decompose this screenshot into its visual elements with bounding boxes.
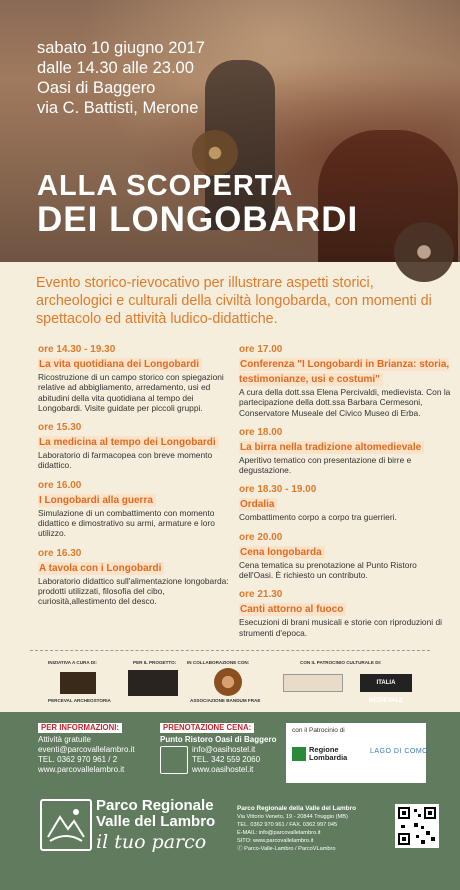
program-time: ore 17.00 — [239, 344, 283, 355]
event-venue: Oasi di Baggero — [37, 79, 156, 97]
facebook-icon: ⓕ — [237, 846, 243, 852]
program-desc: Ricostruzione di un campo storico con spiegazioni relative ad abbigliamento, arredamento, usi ed abitudini della vita quotidiana al tempo dei Longobardi. Visite guidate per piccoli gruppi. — [38, 372, 224, 413]
patronage-box — [286, 723, 429, 783]
program-desc: Esecuzioni di brani musicali e storie con riproduzioni di strumenti d'epoca. — [239, 617, 442, 638]
booking-header: PRENOTAZIONE CENA: — [160, 723, 254, 733]
project-logo-icon — [128, 670, 178, 696]
program-title: Canti attorno al fuoco — [239, 603, 346, 616]
address-email[interactable]: E-MAIL: info@parcovallelambro.it — [237, 830, 321, 836]
program-time: ore 15.30 — [38, 422, 82, 434]
program-left-column — [38, 344, 234, 616]
park-address — [237, 805, 356, 853]
partner-label-project: PER IL PROGETTO: — [133, 660, 177, 665]
program-title: La medicina al tempo dei Longobardi — [38, 436, 219, 449]
program-time: ore 18.30 - 19.00 — [239, 484, 317, 496]
program-desc: Cena tematica su prenotazione al Punto Ristoro dell'Oasi. È richiesto un contributo. — [239, 559, 417, 581]
program-desc: Simulazione di un combattimento con momento didattico e dimostrativo su armi, armature e loro utilizzo. — [38, 507, 215, 539]
event-street: via C. Battisti, Merone — [37, 99, 199, 117]
program-title: La vita quotidiana dei Longobardi — [38, 358, 202, 371]
round-shield-icon — [394, 222, 454, 282]
partners-strip — [0, 656, 460, 708]
event-hours: dalle 14.30 alle 23.00 — [37, 59, 194, 77]
hero-banner — [0, 0, 460, 262]
booking-website[interactable]: www.oasihostel.it — [192, 765, 254, 774]
info-website[interactable]: www.parcovallelambro.it — [38, 765, 125, 774]
program-time: ore 20.00 — [239, 531, 283, 543]
program-desc: A cura della dott.ssa Elena Percivaldi, medievista. Con la partecipazione della dott.ssa Barbara Cermesoni, Conservatore Museale del Civico Museo di Erba. — [239, 387, 451, 418]
address-phone: TEL. 0362 970 961 / FAX. 0362 997 045 — [237, 822, 338, 828]
info-box — [38, 723, 135, 775]
park-logo-icon — [40, 799, 92, 851]
social-handles: Parco-Valle-Lambro / ParcoVLambro — [244, 846, 336, 852]
partner-label-collab: IN COLLABORAZIONE CON: — [187, 660, 250, 665]
program-title: A tavola con i Longobardi — [38, 562, 164, 575]
program-item — [239, 532, 451, 581]
patronage-logo-icon — [283, 674, 343, 692]
program-item — [38, 480, 234, 539]
program-item — [38, 422, 234, 471]
oasi-logo-icon — [160, 746, 188, 774]
event-date: sabato 10 giugno 2017 — [37, 39, 205, 57]
booking-email[interactable]: info@oasihostel.it — [192, 745, 256, 754]
program-item — [38, 548, 234, 607]
perceval-caption: PERCEVAL ARCHEOSTORIA — [48, 698, 111, 703]
program-title: La birra nella tradizione altomedievale — [239, 441, 424, 454]
address-website[interactable]: SITO: www.parcovallelambro.it — [237, 838, 314, 844]
program-item — [239, 344, 451, 418]
intro-text: Evento storico-rievocativo per illustrare aspetti storici, archeologici e culturali della civiltà longobarda, con momenti di spettacolo ed attività ludico-didattiche. — [36, 275, 432, 327]
address-social[interactable] — [237, 845, 356, 853]
section-divider — [30, 650, 430, 651]
program-time: ore 18.00 — [239, 426, 283, 438]
italia-medievale-logo: ITALIA MEDIEVALE — [360, 674, 412, 692]
lago-di-como-logo: LAGO DI COMO — [370, 748, 429, 755]
regione-lombardia-logo: Regione Lombardia — [309, 745, 348, 762]
program-time: ore 16.30 — [38, 547, 82, 559]
info-line: Attività gratuite — [38, 735, 91, 744]
bandum-frae-logo-icon — [214, 668, 242, 696]
perceval-logo-icon — [60, 672, 96, 694]
info-email[interactable]: eventi@parcovallelambro.it — [38, 745, 135, 754]
program-desc: Aperitivo tematico con presentazione di birre e degustazione. — [239, 454, 412, 476]
title-line-2: DEI LONGOBARDI — [37, 200, 359, 239]
partner-label-patronage: CON IL PATROCINIO CULTURALE DI: — [300, 660, 382, 665]
program-title: Conferenza "I Longobardi in Brianza: storia, testimonianze, usi e costumi" — [239, 359, 450, 385]
program-desc: Laboratorio di farmacopea con breve momento didattico. — [38, 450, 213, 471]
booking-phone: TEL. 342 559 2060 — [192, 755, 261, 764]
program-time: ore 14.30 - 19.30 — [38, 344, 116, 355]
program-time: ore 21.30 — [239, 589, 283, 601]
program-desc: Laboratorio didattico sull'alimentazione longobarda: prodotti utilizzati, filosofia del cibo, curiosità,allestimento del desco. — [38, 575, 229, 607]
park-name-line1: Parco Regionale — [96, 797, 214, 814]
info-header: PER INFORMAZIONI: — [38, 723, 122, 733]
partner-label-initiative: INIZIATIVA A CURA DI: — [48, 660, 97, 665]
program-item — [239, 589, 451, 638]
booking-box — [160, 723, 276, 775]
info-phone: TEL. 0362 970 961 / 2 — [38, 755, 118, 764]
park-name-line2: Valle del Lambro — [96, 813, 216, 830]
program-item — [239, 427, 451, 476]
regione-lombardia-icon — [292, 747, 306, 761]
patronage-label: con il Patrocinio di — [292, 727, 345, 734]
program-right-column — [239, 344, 451, 647]
footer — [0, 712, 460, 890]
park-name — [96, 798, 215, 830]
program-desc: Combattimento corpo a corpo tra guerrieri. — [239, 512, 397, 523]
event-info — [37, 38, 205, 118]
booking-place: Punto Ristoro Oasi di Baggero — [160, 735, 277, 744]
address-street: Via Vittorio Veneto, 19 - 20844 Triuggio (MB) — [237, 814, 348, 820]
title-line-1: ALLA SCOPERTA — [37, 170, 294, 202]
program-title: Cena longobarda — [239, 546, 325, 559]
program-time: ore 16.00 — [38, 479, 82, 491]
program-item — [38, 344, 234, 413]
program-title: Ordalia — [239, 498, 277, 511]
address-name: Parco Regionale della Valle del Lambro — [237, 805, 356, 812]
park-tagline: il tuo parco — [96, 831, 207, 853]
program-item — [239, 484, 451, 522]
bandum-frae-caption: ASSOCIAZIONE BANDUM FRAE — [190, 698, 261, 703]
program-title: I Longobardi alla guerra — [38, 494, 156, 507]
qr-code-icon[interactable] — [395, 804, 439, 848]
